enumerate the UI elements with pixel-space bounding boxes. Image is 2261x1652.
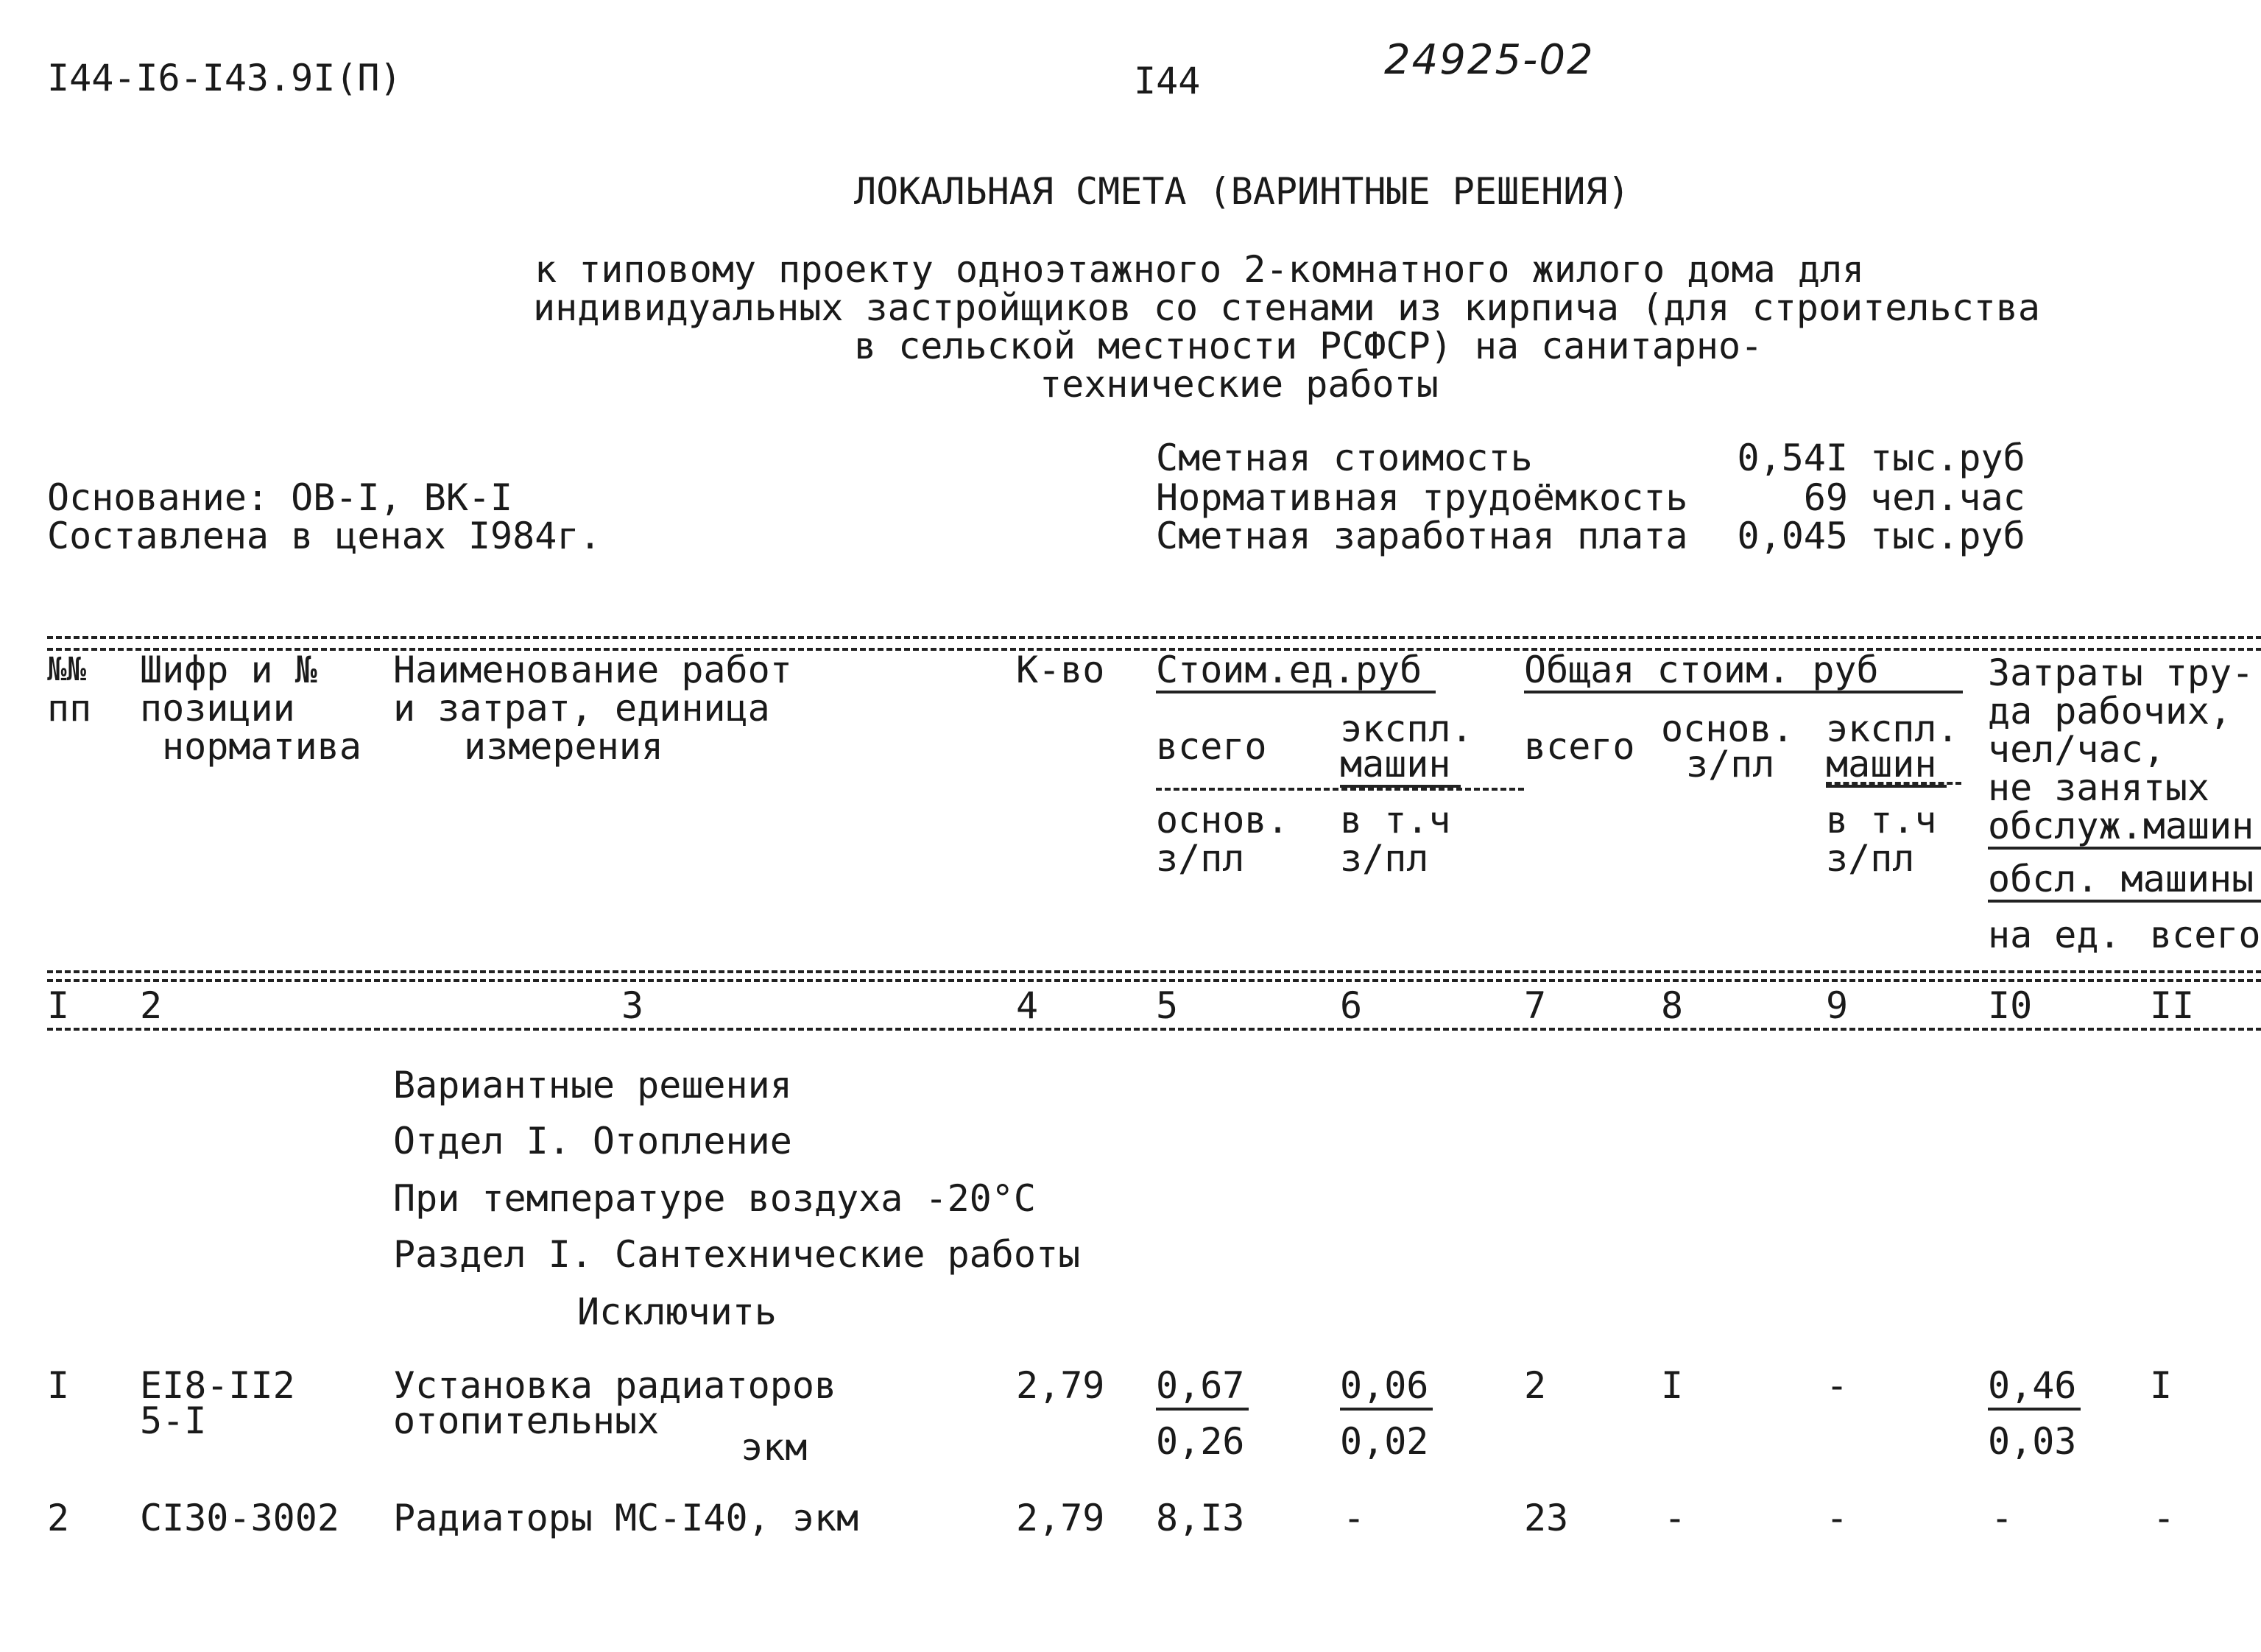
row1-name-line2: отопительных bbox=[393, 1399, 660, 1442]
header-total-wage-line2: з/пл bbox=[1686, 743, 1775, 786]
header-labor-total: всего bbox=[2150, 914, 2261, 956]
summary-value-labor: 69 bbox=[1803, 476, 1848, 519]
header-total-machine-line2: машин bbox=[1826, 743, 1937, 786]
prices-line: Составлена в ценах I984г. bbox=[47, 515, 602, 557]
header-labor-service-underline bbox=[1988, 847, 2261, 850]
header-unit-machine-wage-line2: з/пл bbox=[1340, 837, 1429, 880]
header-total-machine-wage-line2: з/пл bbox=[1826, 837, 1915, 880]
section-variant-solutions: Вариантные решения bbox=[393, 1064, 792, 1106]
column-number-5: 5 bbox=[1156, 984, 1179, 1027]
table-top-rule-2 bbox=[47, 648, 2261, 651]
section-temperature: При температуре воздуха -20°С bbox=[393, 1177, 1036, 1220]
row1-code-line2: 5-I bbox=[140, 1399, 207, 1442]
row1-number: I bbox=[47, 1364, 70, 1407]
row1-unit-wage: 0,26 bbox=[1156, 1420, 1245, 1463]
column-number-2: 2 bbox=[140, 984, 163, 1027]
document-title: ЛОКАЛЬНАЯ СМЕТА (ВАРИНТНЫЕ РЕШЕНИЯ) bbox=[854, 170, 1630, 213]
header-labor-per-unit: на ед. bbox=[1988, 914, 2121, 956]
row1-labor-machine-unit: 0,03 bbox=[1988, 1420, 2077, 1463]
summary-label-cost: Сметная стоимость bbox=[1156, 437, 1533, 479]
row1-labor-total: I bbox=[2150, 1364, 2173, 1407]
header-col3-line2: и затрат, единица bbox=[393, 687, 770, 730]
header-unit-cost: Стоим.ед.руб bbox=[1156, 649, 1422, 691]
section-heating: Отдел I. Отопление bbox=[393, 1120, 792, 1162]
header-col2-line3: норматива bbox=[162, 725, 361, 768]
section-exclude: Исключить bbox=[577, 1291, 777, 1333]
row1-labor-unit-underline bbox=[1988, 1408, 2081, 1411]
row1-unit-total: 0,67 bbox=[1156, 1364, 1245, 1407]
row1-code-line1: EI8-II2 bbox=[140, 1364, 295, 1407]
column-number-11: II bbox=[2150, 984, 2195, 1027]
header-labor-machine-underline bbox=[1988, 900, 2261, 903]
header-total-machine-underline bbox=[1826, 785, 1947, 788]
summary-unit-cost: тыс.руб bbox=[1870, 437, 2025, 479]
column-numbers-top-rule bbox=[47, 970, 2261, 973]
row2-qty: 2,79 bbox=[1016, 1497, 1105, 1539]
row2-total-wage: - bbox=[1664, 1497, 1687, 1539]
column-number-8: 8 bbox=[1661, 984, 1684, 1027]
header-unit-total: всего bbox=[1156, 725, 1267, 768]
summary-label-labor: Нормативная трудоёмкость bbox=[1156, 476, 1688, 519]
row2-labor-unit: - bbox=[1991, 1497, 2014, 1539]
summary-unit-wage: тыс.руб bbox=[1870, 515, 2025, 557]
header-col1-line2: пп bbox=[47, 687, 92, 730]
subtitle-line-4: технические работы bbox=[1040, 363, 1439, 406]
header-total-machine-line1: экспл. bbox=[1826, 707, 1959, 750]
row1-qty: 2,79 bbox=[1016, 1364, 1105, 1407]
header-labor-line2: да рабочих, bbox=[1988, 690, 2232, 733]
row2-unit-total: 8,I3 bbox=[1156, 1497, 1245, 1539]
inventory-number: 24925-02 bbox=[1384, 36, 1595, 84]
header-col4: К-во bbox=[1016, 649, 1105, 691]
summary-unit-labor: чел.час bbox=[1870, 476, 2025, 519]
header-total-wage-line1: основ. bbox=[1661, 707, 1794, 750]
row2-number: 2 bbox=[47, 1497, 70, 1539]
summary-value-cost: 0,54I bbox=[1737, 437, 1848, 479]
column-number-10: I0 bbox=[1988, 984, 2033, 1027]
page-number: I44 bbox=[1134, 60, 1201, 102]
header-unit-wage-line1: основ. bbox=[1156, 799, 1289, 841]
summary-label-wage: Сметная заработная плата bbox=[1156, 515, 1688, 557]
header-total-machine-wage-line1: в т.ч bbox=[1826, 799, 1937, 841]
header-labor-line3: чел/час, bbox=[1988, 728, 2165, 771]
subtitle-line-2: индивидуальных застройщиков со стенами из кирпича (для строительства bbox=[533, 286, 2040, 329]
header-labor-line4: не занятых bbox=[1988, 766, 2210, 809]
header-col3-line1: Наименование работ bbox=[393, 649, 792, 691]
section-plumbing: Раздел I. Сантехнические работы bbox=[393, 1233, 1081, 1276]
row2-code: CI30-3002 bbox=[140, 1497, 339, 1539]
column-number-9: 9 bbox=[1826, 984, 1849, 1027]
header-col2-line2: позиции bbox=[140, 687, 295, 730]
row2-labor-total: - bbox=[2153, 1497, 2176, 1539]
header-unit-machine-wage-line1: в т.ч bbox=[1340, 799, 1451, 841]
table-top-rule bbox=[47, 636, 2261, 639]
row1-name-line1: Установка радиаторов bbox=[393, 1364, 837, 1407]
column-number-6: 6 bbox=[1340, 984, 1363, 1027]
row2-total-machine: - bbox=[1826, 1497, 1849, 1539]
subtitle-line-3: в сельской местности РСФСР) на санитарно- bbox=[854, 325, 1763, 367]
header-total-cost-underline bbox=[1524, 691, 1963, 693]
header-col3-line3: измерения bbox=[464, 725, 663, 768]
column-number-3: 3 bbox=[621, 984, 644, 1027]
row1-unit: экм bbox=[741, 1426, 808, 1469]
row1-total-wage: I bbox=[1661, 1364, 1684, 1407]
header-total-cost: Общая стоим. руб bbox=[1524, 649, 1879, 691]
column-numbers-bottom-rule bbox=[47, 1028, 2261, 1031]
header-unit-cost-underline bbox=[1156, 691, 1436, 693]
column-number-7: 7 bbox=[1524, 984, 1547, 1027]
document-code: I44-I6-I43.9I(П) bbox=[47, 57, 402, 99]
column-number-4: 4 bbox=[1016, 984, 1039, 1027]
row1-unit-machine-wage: 0,02 bbox=[1340, 1420, 1429, 1463]
row1-unit-total-underline bbox=[1156, 1408, 1249, 1411]
header-labor-service: обслуж.машин bbox=[1988, 805, 2254, 847]
header-unit-machine-line1: экспл. bbox=[1340, 707, 1473, 750]
header-unit-split-rule bbox=[1156, 788, 1524, 791]
row2-unit-machine: - bbox=[1343, 1497, 1366, 1539]
header-labor-line1: Затраты тру- bbox=[1988, 652, 2254, 694]
row2-name: Радиаторы МС-I40, экм bbox=[393, 1497, 859, 1539]
subtitle-line-1: к типовому проекту одноэтажного 2-комнатного жилого дома для bbox=[535, 248, 1865, 291]
row2-total: 23 bbox=[1524, 1497, 1569, 1539]
column-number-1: I bbox=[47, 984, 70, 1027]
row1-total: 2 bbox=[1524, 1364, 1547, 1407]
row1-total-machine: - bbox=[1826, 1364, 1849, 1407]
header-unit-machine-line2: машин bbox=[1340, 743, 1451, 786]
header-unit-wage-line2: з/пл bbox=[1156, 837, 1245, 880]
header-total-split-rule bbox=[1826, 782, 1961, 785]
header-col1-line1: №№ bbox=[47, 651, 86, 688]
header-labor-machine: обсл. машины bbox=[1988, 858, 2254, 900]
row1-unit-machine-underline bbox=[1340, 1408, 1433, 1411]
header-col2-line1: Шифр и № bbox=[140, 649, 317, 691]
column-numbers-top-rule-2 bbox=[47, 979, 2261, 982]
row1-labor-unit: 0,46 bbox=[1988, 1364, 2077, 1407]
row1-unit-machine: 0,06 bbox=[1340, 1364, 1429, 1407]
basis-line: Основание: ОВ-I, ВК-I bbox=[47, 476, 513, 519]
summary-value-wage: 0,045 bbox=[1737, 515, 1848, 557]
header-total-total: всего bbox=[1524, 725, 1635, 768]
